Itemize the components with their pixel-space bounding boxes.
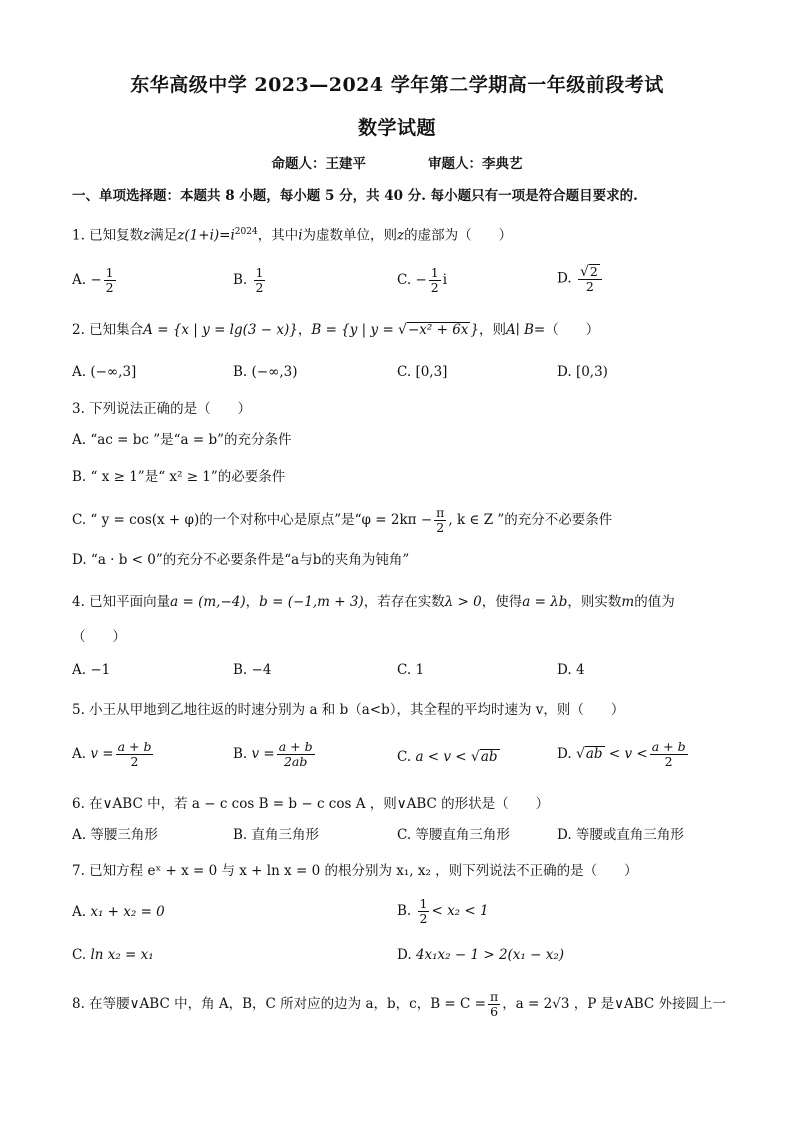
q6-option-d[interactable]: D. 等腰或直角三角形: [557, 827, 684, 843]
numerator: 1: [430, 265, 439, 280]
fraction: [488, 990, 500, 1019]
numerator: 1: [419, 896, 428, 911]
radicand: ab: [480, 749, 498, 765]
option-label: B.: [233, 746, 248, 762]
fraction: [650, 740, 688, 769]
question-4-stem: [72, 592, 732, 612]
q1-option-c[interactable]: [397, 266, 447, 295]
numerator: 1: [105, 265, 114, 280]
q4-sep: ，: [245, 594, 260, 610]
q1-option-a[interactable]: [72, 266, 118, 295]
q2-set-b-head: B = {y | y =: [311, 322, 399, 338]
q4-relation: a = λb: [522, 594, 568, 610]
fraction: [578, 264, 602, 294]
option-value: 1: [415, 662, 425, 678]
option-prefix: a < v <: [415, 749, 467, 765]
q5-option-c[interactable]: [397, 746, 500, 768]
numerator: 1: [255, 265, 264, 280]
option-label: B.: [397, 903, 412, 919]
option-value: ln x₂ = x₁: [90, 947, 154, 963]
q5-option-d[interactable]: [557, 740, 690, 769]
denominator: 2: [255, 280, 264, 295]
option-label: D.: [557, 746, 572, 762]
fraction: [418, 897, 430, 926]
numerator: π: [436, 505, 445, 520]
q3-option-b[interactable]: B. “ x ≥ 1”是“ x² ≥ 1”的必要条件: [72, 469, 286, 485]
option-label: B.: [233, 272, 248, 288]
option-sign: −: [90, 272, 102, 288]
fraction: [254, 266, 266, 295]
question-8-stem: [72, 990, 732, 1019]
q4-vector-b: b = (−1,m + 3): [259, 594, 364, 610]
option-value: [0,3]: [415, 364, 448, 380]
denominator: 2: [436, 520, 445, 535]
option-label: C.: [397, 662, 412, 678]
option-label: D.: [397, 947, 412, 963]
q4-option-c[interactable]: [397, 659, 424, 681]
option-label: D.: [557, 270, 572, 287]
radical-sign: √: [575, 746, 585, 762]
option-label: C.: [72, 947, 87, 963]
option-value: 4: [575, 662, 585, 678]
option-label: C.: [397, 749, 412, 765]
q1-equation: z(1+i)=i: [177, 227, 235, 244]
radical-sign: √: [579, 264, 589, 280]
q4-option-b[interactable]: [233, 659, 271, 681]
q3-option-c[interactable]: [72, 506, 732, 535]
q4-answer-paren: （ ）: [72, 629, 126, 645]
numerator: [578, 264, 602, 280]
q3-option-a[interactable]: A. “ac = bc ”是“a = b”的充分条件: [72, 432, 292, 448]
q1-text-d: 为虚数单位，则: [302, 227, 398, 244]
q8-text-b: ，a = 2√3 ，P 是∨ABC 外接圆上一: [502, 996, 726, 1012]
radicand: 2: [589, 264, 598, 279]
q1-text-a: 1. 已知复数: [72, 227, 144, 244]
numerator: π: [489, 989, 499, 1004]
q2-sep: ，: [297, 322, 312, 338]
option-tail: < x₂ < 1: [431, 903, 489, 919]
option-label: D.: [557, 364, 572, 380]
authors-line: [0, 152, 794, 172]
q1-var-i: i: [298, 227, 303, 244]
option-label: D.: [557, 662, 572, 678]
q2-option-d[interactable]: [557, 361, 608, 383]
q5-option-a[interactable]: [72, 740, 155, 769]
q3-c-text-b: , k ∈ Z ”的充分不必要条件: [448, 512, 613, 528]
q4-option-d[interactable]: [557, 659, 585, 681]
denominator: 2: [430, 280, 439, 295]
denominator: 2: [664, 754, 673, 769]
option-tail: i: [442, 272, 448, 288]
option-sign: −: [415, 272, 427, 288]
denominator: 2: [585, 279, 594, 294]
q4-text-e: 的值为: [634, 594, 675, 610]
option-value: (−∞,3): [251, 364, 298, 380]
denominator: 2ab: [283, 754, 308, 769]
q6-option-b[interactable]: B. 直角三角形: [233, 827, 320, 843]
fraction: [104, 266, 116, 295]
exam-title: 东华高级中学 2023—2024 学年第二学期高一年级前段考试: [130, 74, 664, 96]
fraction: [277, 740, 315, 769]
option-value: [0,3): [575, 364, 608, 380]
q7-option-b[interactable]: [397, 897, 489, 926]
q2-set-b-tail: }: [470, 322, 479, 338]
exam-subtitle: 数学试题: [357, 117, 436, 139]
q3-c-text-a: C. “ y = cos(x + φ)的一个对称中心是原点”是“φ = 2kπ −: [72, 512, 433, 528]
q2-set-b-radicand: −x² + 6x: [407, 322, 469, 338]
q2-expression: A∣ B: [506, 322, 534, 338]
radical-sign: √: [470, 749, 480, 765]
question-7-stem: 7. 已知方程 eˣ + x = 0 与 x + ln x = 0 的根分别为 x₁, x₂ ，则下列说法不正确的是（ ）: [72, 863, 638, 879]
question-3-stem: 3. 下列说法正确的是（ ）: [72, 401, 252, 417]
q2-option-a[interactable]: [72, 361, 136, 383]
q7-option-c[interactable]: [72, 944, 154, 966]
q3-option-d[interactable]: D. “a · b < 0”的充分不必要条件是“a与b的夹角为钝角”: [72, 552, 410, 568]
q8-text-a: 8. 在等腰∨ABC 中，角 A，B，C 所对应的边为 a，b，c，B = C =: [72, 996, 486, 1012]
numerator: a + b: [117, 739, 152, 754]
q6-option-c[interactable]: C. 等腰直角三角形: [397, 827, 510, 843]
q1-text-c: ，其中: [257, 227, 299, 244]
option-label: B.: [233, 662, 248, 678]
option-value: −1: [90, 662, 111, 678]
question-6-stem: 6. 在∨ABC 中，若 a − c cos B = b − c cos A ，则∨ABC 的形状是（ ）: [72, 796, 550, 812]
option-value: x₁ + x₂ = 0: [90, 904, 165, 920]
option-prefix: v =: [90, 746, 114, 762]
q4-text-c: ，使得: [481, 594, 523, 610]
option-label: C.: [397, 364, 412, 380]
q2-set-a: A = {x | y = lg(3 − x)}: [143, 322, 298, 338]
fraction: [434, 506, 446, 535]
q1-text-e: 的虚部为（ ）: [404, 227, 513, 244]
q4-vector-a: a = (m,−4): [170, 594, 246, 610]
question-2-stem: [72, 320, 732, 340]
q4-text-d: ，则实数: [567, 594, 622, 610]
section-heading: 一、单项选择题：本题共 8 小题，每小题 5 分，共 40 分. 每小题只有一项是符合题目要求的.: [72, 188, 638, 204]
q2-text-b: ，则: [479, 322, 506, 338]
q2-option-c[interactable]: [397, 361, 447, 383]
q4-lambda: λ > 0: [444, 594, 482, 610]
q7-option-a[interactable]: [72, 901, 165, 923]
author-setter: 命题人：王建平: [271, 156, 366, 172]
denominator: 2: [130, 754, 139, 769]
q4-text-a: 4. 已知平面向量: [72, 594, 171, 610]
q2-text-a: 2. 已知集合: [72, 322, 144, 338]
option-label: A.: [72, 904, 87, 920]
q1-option-b[interactable]: [233, 266, 267, 295]
numerator: a + b: [278, 739, 313, 754]
q4-var-m: m: [621, 594, 635, 610]
question-1-stem: [72, 222, 732, 246]
option-value: −4: [251, 662, 272, 678]
radical-sign: √: [398, 322, 407, 338]
option-label: B.: [233, 364, 248, 380]
question-5-stem: 5. 小王从甲地到乙地往返的时速分别为 a 和 b（a<b），其全程的平均时速为 v，则（ ）: [72, 702, 625, 718]
q5-option-b[interactable]: [233, 740, 317, 769]
q1-option-d[interactable]: [557, 264, 604, 294]
fraction: [116, 740, 154, 769]
radicand: ab: [585, 746, 603, 762]
option-value: (−∞,3]: [90, 364, 137, 380]
option-middle: < v <: [608, 746, 648, 762]
q1-var-z2: z: [397, 227, 405, 244]
fraction: [429, 266, 441, 295]
q2-option-b[interactable]: [233, 361, 298, 383]
q4-option-a[interactable]: [72, 659, 110, 681]
option-prefix: v =: [251, 746, 275, 762]
author-reviewer: 审题人：李典艺: [428, 156, 523, 172]
q4-text-b: ，若存在实数: [363, 594, 445, 610]
denominator: 6: [490, 1004, 499, 1019]
numerator: a + b: [651, 739, 686, 754]
option-label: A.: [72, 364, 87, 380]
q6-option-a[interactable]: A. 等腰三角形: [72, 827, 158, 843]
q7-option-d[interactable]: [397, 944, 564, 966]
q1-var-z: z: [143, 227, 151, 244]
option-value: 4x₁x₂ − 1 > 2(x₁ − x₂): [415, 947, 565, 963]
option-label: C.: [397, 272, 412, 288]
option-label: A.: [72, 746, 87, 762]
denominator: 2: [419, 911, 428, 926]
q1-exponent: 2024: [234, 227, 258, 237]
option-label: A.: [72, 272, 87, 288]
denominator: 2: [105, 280, 114, 295]
q2-text-c: =（ ）: [533, 322, 600, 338]
option-label: A.: [72, 662, 87, 678]
q1-text-b: 满足: [150, 227, 178, 244]
